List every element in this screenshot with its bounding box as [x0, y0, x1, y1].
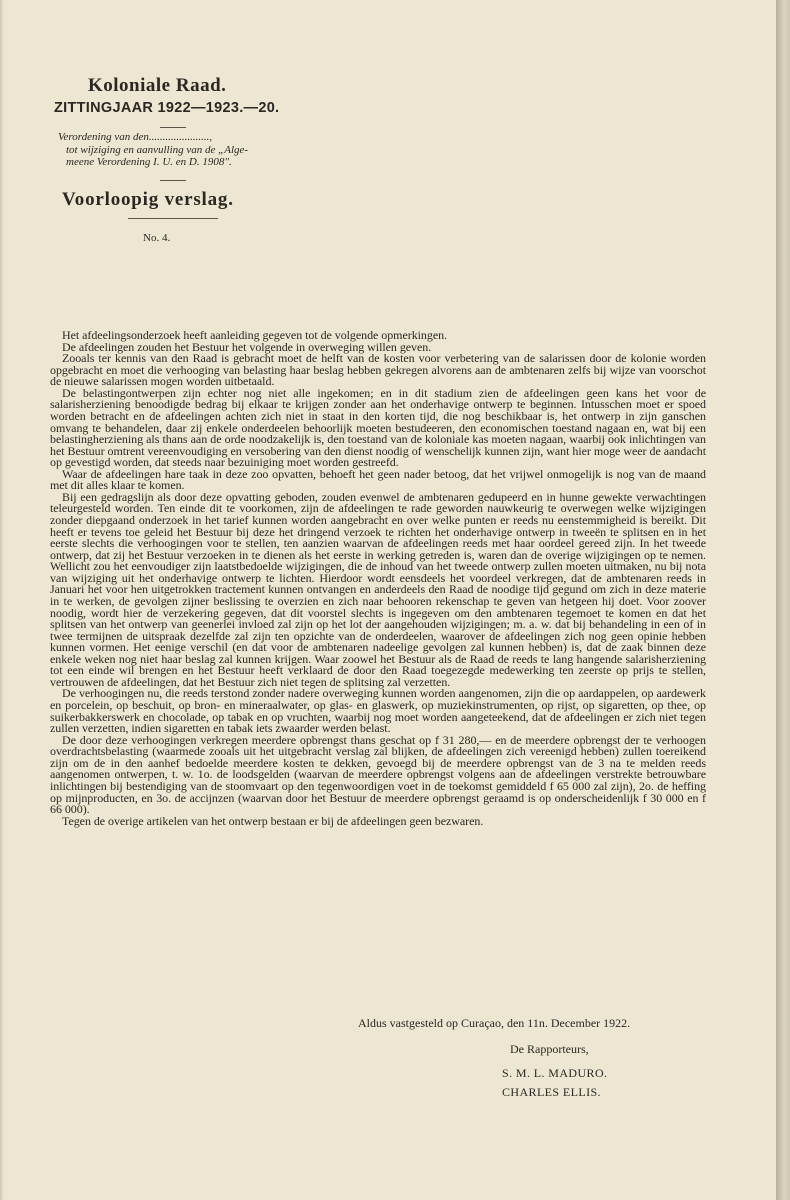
document-title: Voorloopig verslag. — [62, 189, 234, 210]
page-fold — [0, 0, 4, 1200]
ordinance-line: Verordening van den......................, — [58, 131, 213, 143]
body-paragraph: De door deze verhoogingen verkregen meerdere opbrengst thans geschat op f 31 280,— en de meerdere opbrengst der te verhoogen overdrachtsbelasting (waarmede zooals uit het uitgebracht verslag zal blijken, de afdeelingen zich vereenigd hebben) zullen toereikend zijn om de in den aanhef bedoelde meerdere kosten te dekken, gevoegd bij de meerdere opbrengst van de 3 na te melden reeds aangenomen ontwerpen, t. w. 1o. de loodsgelden (waarvan de meerdere opbrengst volgens aan de afdeelingen verstrekte betrouwbare inlichtingen bij bestendiging van de stoomvaart op den tegenwoordigen voet in de toekomst gemiddeld f 65 000 zal zijn), 2o. de heffing op mijnproducten, en 3o. de accijnzen (waarvan door het Bestuur de meerdere opbrengst geraamd is op onderscheidenlijk f 30 000 en f 66 000). — [50, 732, 706, 817]
ordinance-line: meene Verordening I. U. en D. 1908". — [66, 156, 232, 168]
signer-name: S. M. L. MADURO. — [502, 1066, 608, 1080]
body-paragraph: De afdeelingen zouden het Bestuur het volgende in overweging willen geven. — [62, 339, 432, 354]
divider — [160, 180, 186, 181]
title-underline — [128, 218, 218, 219]
body-paragraph: Bij een gedragslijn als door deze opvatting geboden, zouden evenwel de ambtenaren gedupeerd en in hunne gewekte verwachtingen teleurgesteld worden. Ten einde dit te voorkomen, zijn de afdeelingen te rade geworden nauwkeurig te overwegen welke wijzigingen zonder diepgaand onderzoek in het tarief kunnen worden aangebracht en over welke punten er reeds nu eenstemmigheid is bereikt. Dit heeft er tevens toe geleid het Bestuur bij deze het dringend verzoek te richten het onderhavige ontwerp in tweeën te splitsen en in het eerste slechts die verhoogingen voor te stellen, ten aanzien waarvan de afdeelingen reeds met haar oordeel gereed zijn. In het tweede ontwerp, dat zij het Bestuur verzoeken in te dienen als het eerste in werking getreden is, waren dan de overige wijzigingen op te nemen. Wellicht zou het eenvoudiger zijn laatstbedoelde wijzigingen, die de inhoud van het tweede ontwerp zullen moeten uitmaken, nu bij nota van wijziging uit het onderhavige ontwerp te lichten. Hierdoor wordt eensdeels het voordeel verkregen, dat de ambtenaren reeds in Januari het voor hen uitgetrokken tractement kunnen ontvangen en anderdeels den Raad de noodige tijd gegund om zich in deze materie in te werken, de gevolgen zijner beslissing te overzien en zich naar behooren rekenschap te geven van hetgeen hij doet. Voor zoover noodig, wordt hier de verzekering gegeven, dat dit voorstel slechts is ingegeven om den ambtenaren tegemoet te komen en dat het splitsen van het ontwerp van geenerlei invloed zal zijn op het lot der aangehouden wijzigingen; m. a. w. dat bij behandeling in een of in twee termijnen de uitspraak dezelfde zal zijn ten opzichte van de onderdeelen, waarover de afdeelingen zich nog geen opinie hebben kunnen vormen. Het eenige verschil (en dat voor de ambtenaren nadeelige gevolgen zal kunnen hebben) is, dat de zaak binnen deze enkele weken nog niet haar beslag zal kunnen krijgen. Waar zoowel het Bestuur als de Raad de reeds te lang hangende salarisherziening tot een einde wil brengen en het Bestuur heeft verklaard de door den Raad toegezegde medewerking ten zeerste op prijs te stellen, vertrouwen de afdeelingen, dat het Bestuur zich niet tegen de splitsing zal verzetten. — [50, 489, 706, 689]
report-body — [50, 330, 706, 827]
body-paragraph: De belastingontwerpen zijn echter nog niet alle ingekomen; en in dit stadium zien de afdeelingen geen kans het voor de salarisherziening benoodigde bedrag bij elkaar te krijgen zonder aan het onderhavige ontwerp te beginnen. Intusschen moet er spoed worden betracht en de afdeelingen achten zich niet in staat in den korten tijd, die nog beschikbaar is, het ontwerp in zijn ganschen omvang te behandelen, daar zij enkele onderdeelen behoorlijk moeten bestudeeren, den economischen toestand nagaan en, wat bij een belastingherziening als thans aan de orde noodzakelijk is, den toestand van de koloniale kas moeten nagaan, waarbij ook inlichtingen van het Bestuur omtrent vereenvoudiging en versobering van den dienst noodig of wenschelijk kunnen zijn, want hier moge weer de aandacht op gevestigd worden, dat steeds naar bezuiniging moet worden gestreefd. — [50, 385, 706, 470]
body-paragraph: Waar de afdeelingen hare taak in deze zoo opvatten, behoeft het geen nader betoog, dat het vrijwel onmogelijk is nog van de maand met dit alles klaar te komen. — [50, 466, 706, 493]
signer-name: CHARLES ELLIS. — [502, 1085, 601, 1099]
closing-place-date: Aldus vastgesteld op Curaçao, den 11n. December 1922. — [358, 1016, 631, 1030]
session-year: ZITTINGJAAR 1922—1923.—20. — [54, 100, 280, 116]
council-heading: Koloniale Raad. — [88, 75, 227, 96]
body-paragraph: Zooals ter kennis van den Raad is gebracht moet de helft van de kosten voor verbetering van de salarissen door de kolonie worden opgebracht en moet die verhooging van belasting haar beslag hebben gekregen alvorens aan de ambtenaren zelfs bij wijze van voorschot de nieuwe salarissen mogen worden uitbetaald. — [50, 351, 706, 389]
body-paragraph: Het afdeelingsonderzoek heeft aanleiding gegeven tot de volgende opmerkingen. — [62, 328, 448, 342]
rapporteurs-label: De Rapporteurs, — [510, 1042, 589, 1056]
body-paragraph: Tegen de overige artikelen van het ontwerp bestaan er bij de afdeelingen geen bezwaren. — [62, 813, 484, 828]
ordinance-reference — [58, 131, 294, 169]
divider — [160, 127, 186, 128]
body-paragraph: De verhoogingen nu, die reeds terstond zonder nadere overweging kunnen worden aangenomen, zijn die op aardappelen, op aardewerk en porcelein, op beschuit, op bron- en mineraalwater, op glas- en glaswerk, op muziekinstrumenten, op rijst, op sigaretten, op thee, op suikerbakkerswerk en chocolade, op tabak en op vruchten, waarbij nog moet worden aangeteekend, dat de afdeelingen er zich niet tegen zullen verzetten, indien sigaretten en tabak iets zwaarder werden belast. — [50, 686, 706, 736]
ordinance-line: tot wijziging en aanvulling van de „Alge- — [66, 143, 249, 156]
book-edge — [776, 0, 790, 1200]
document-number: No. 4. — [143, 232, 171, 244]
